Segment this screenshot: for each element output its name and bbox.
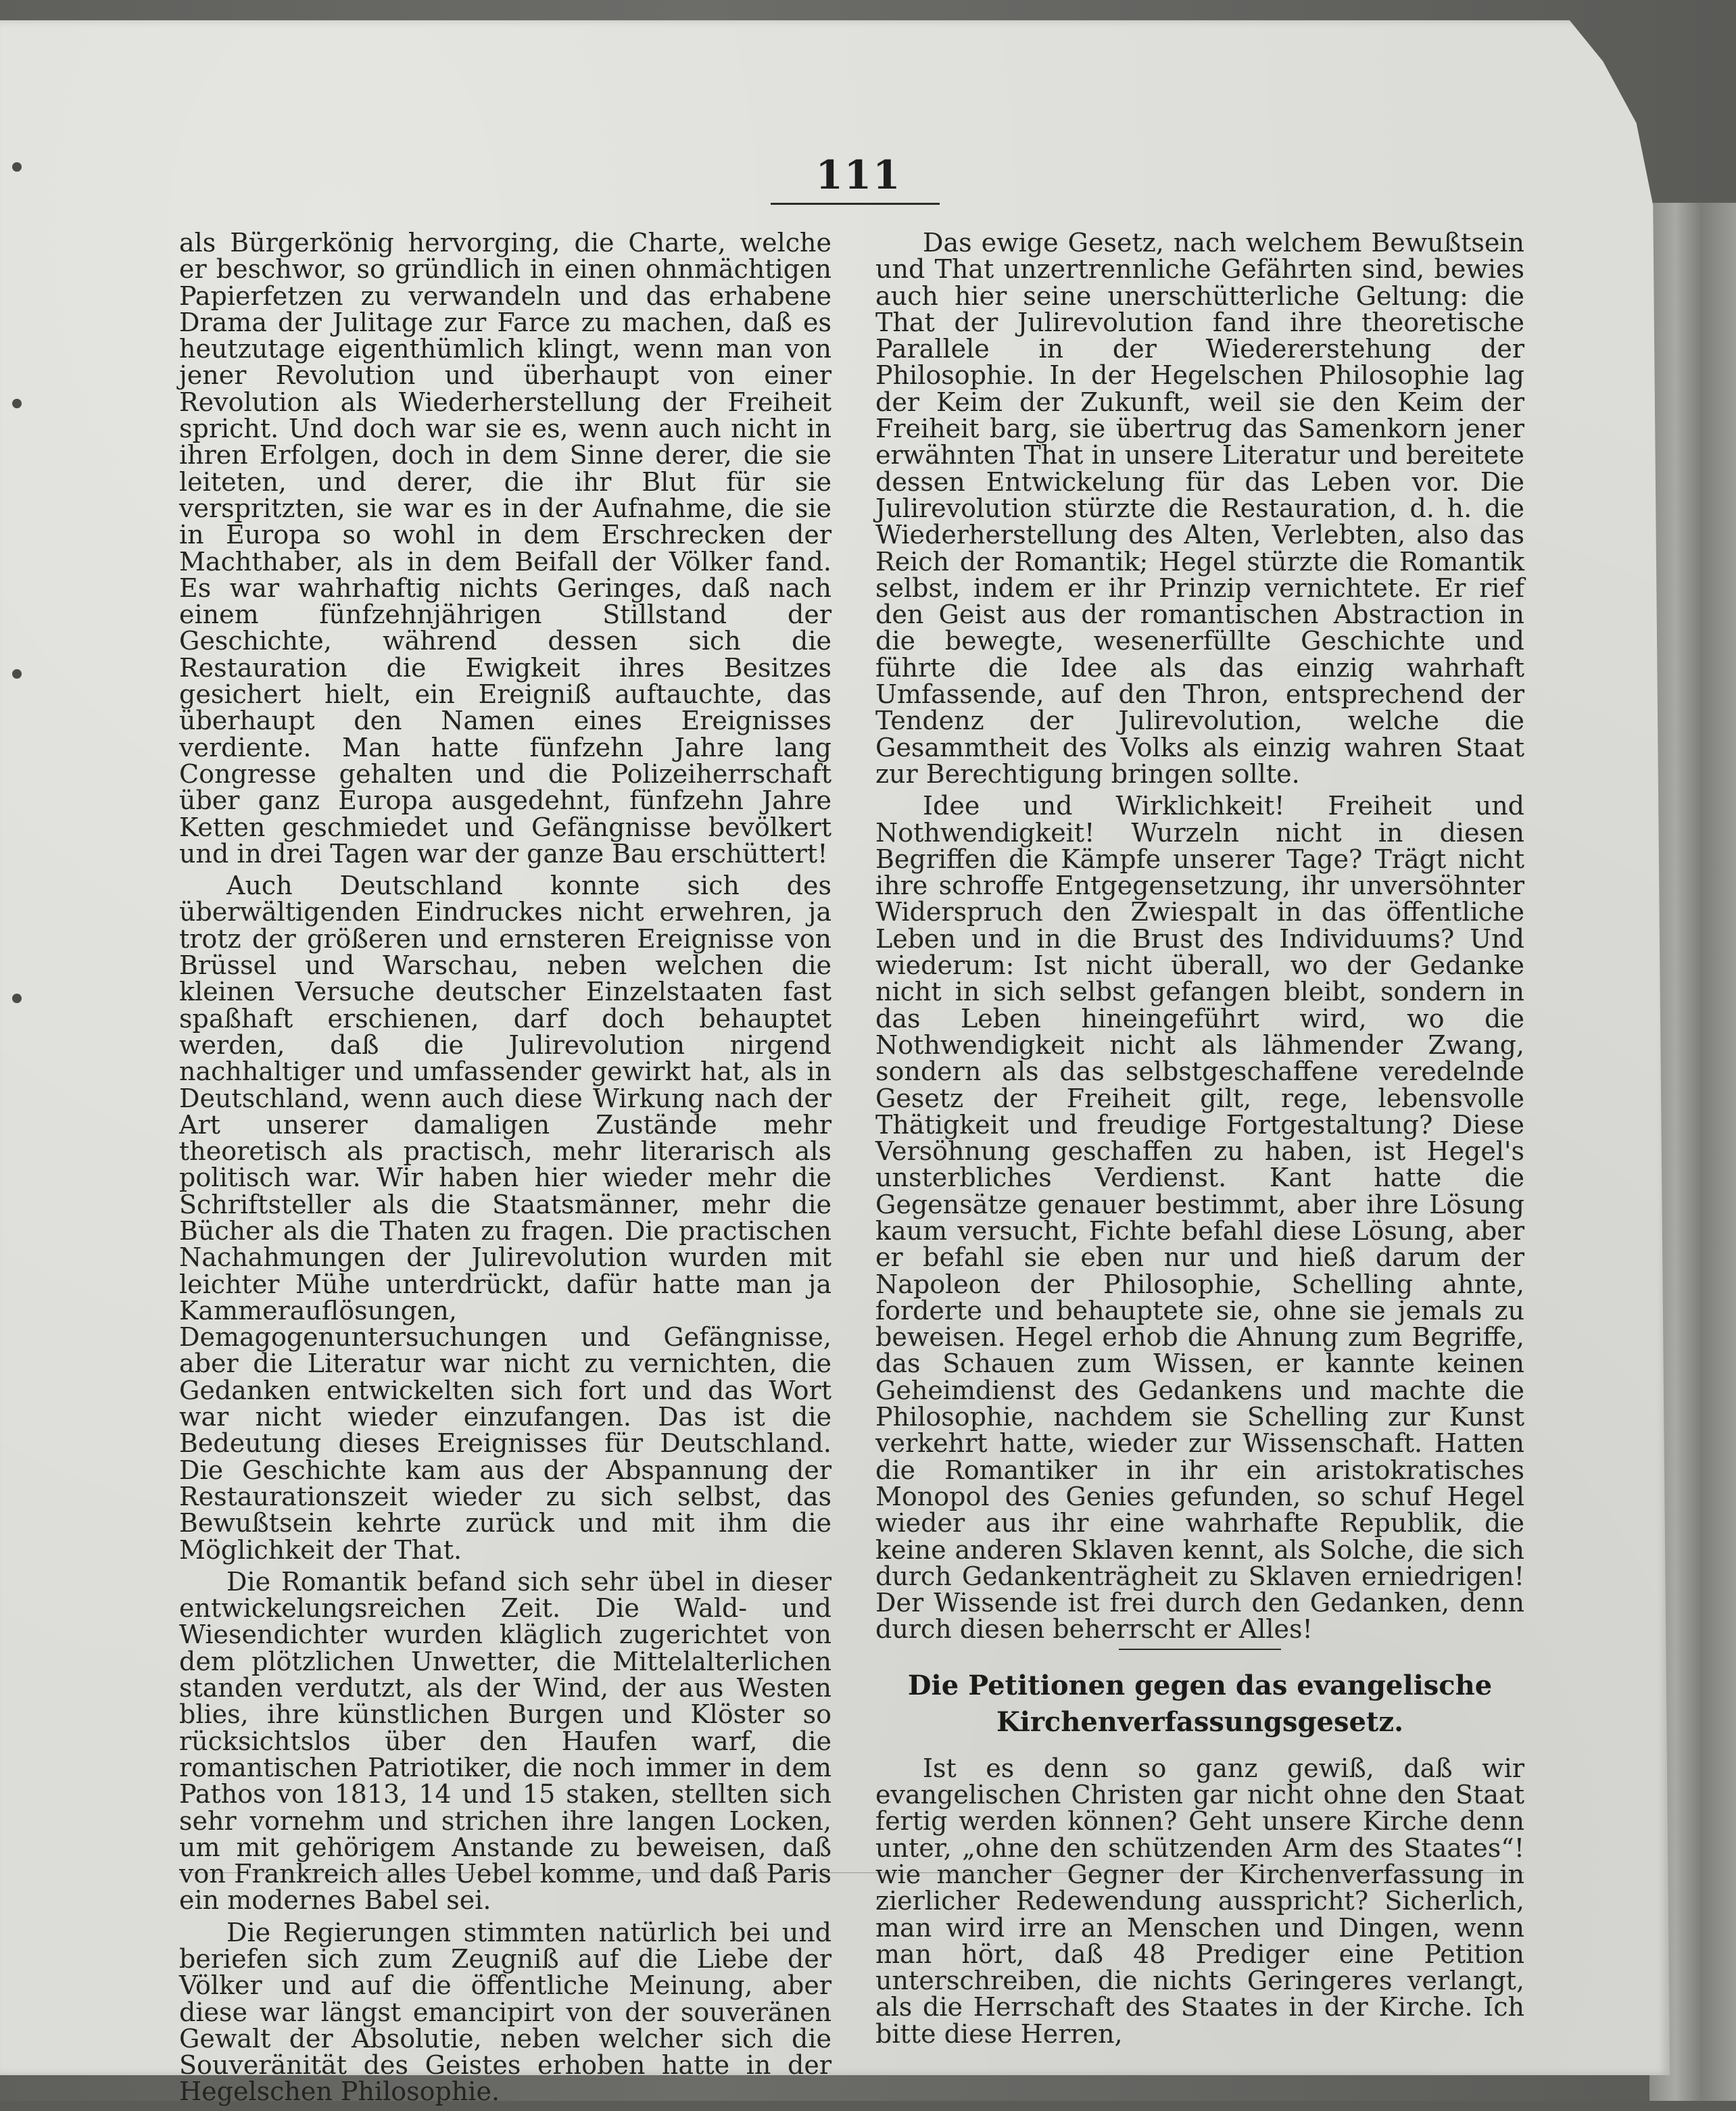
paragraph: als Bürgerkönig hervorging, die Charte, welche er beschwor, so gründlich in einen ohnmächtigen Papierfetzen zu verwandeln und das erhabene Drama der Julitage zur Farce zu machen, daß es heutzutage eigenthümlich klingt, wenn man von jener Revolution und überhaupt von einer Revolution als Wiederherstellung der Freiheit spricht. Und doch war sie es, wenn auch nicht in ihren Erfolgen, doch in dem Sinne derer, die sie leiteten, und derer, die ihr Blut für sie verspritzten, sie war es in der Aufnahme, die sie in Europa so wohl in dem Erschrecken der Machthaber, als in dem Beifall der Völker fand. Es war wahrhaftig nichts Geringes, daß nach einem fünfzehnjährigen Stillstand der Geschichte, während dessen sich die Restauration die Ewigkeit ihres Besitzes gesichert hielt, ein Ereigniß auftauchte, das überhaupt den Namen eines Ereignisses verdiente. Man hatte fünfzehn Jahre lang Congresse gehalten und die Polizeiherrschaft über ganz Europa ausgedehnt, fünfzehn Jahre Ketten geschmiedet und Gefängnisse bevölkert und in drei Tagen war der ganze Bau erschüttert!: [179, 228, 831, 869]
section-divider: [1119, 1649, 1281, 1650]
binding-hole: [12, 994, 22, 1003]
article-title-line: Die Petitionen gegen das evangelische: [907, 1669, 1493, 1701]
paragraph: Auch Deutschland konnte sich des überwältigenden Eindruckes nicht erwehren, ja trotz der größeren und ernsteren Ereignisse von Brüssel und Warschau, neben welchen die kleinen Versuche deutscher Einzelstaaten fast spaßhaft erschienen, darf doch behauptet werden, daß die Julirevolution nirgend nachhaltiger und umfassender gewirkt hat, als in Deutschland, wenn auch diese Wirkung nach der Art unserer damaligen Zustände mehr theoretisch als practisch, mehr literarisch als politisch war. Wir haben hier wieder mehr die Schriftsteller als die Staatsmänner, mehr die Bücher als die Thaten zu fragen. Die practischen Nachahmungen der Julirevolution wurden mit leichter Mühe unterdrückt, dafür hatte man ja Kammerauflösungen, Demagogenuntersuchungen und Gefängnisse, aber die Literatur war nicht zu vernichten, die Gedanken entwickelten sich fort und das Wort war nicht wieder einzufangen. Das ist die Bedeutung dieses Ereignisses für Deutschland. Die Geschichte kam aus der Abspannung der Restaurationszeit wieder zu sich selbst, das Bewußtsein kehrte zurück und mit ihm die Möglichkeit der That.: [179, 871, 831, 1565]
binding-hole: [12, 669, 22, 679]
left-column: [179, 230, 831, 2111]
bottom-rule: [179, 1872, 1524, 1873]
paragraph: Ist es denn so ganz gewiß, daß wir evangelischen Christen gar nicht ohne den Staat fertig werden können? Geht unsere Kirche denn unter, „ohne den schützenden Arm des Staates“! wie mancher Gegner der Kirchenverfassung in zierlicher Redewendung ausspricht? Sicherlich, man wird irre an Menschen und Dingen, wenn man hört, daß 48 Prediger eine Petition unterschreiben, die nichts Geringeres verlangt, als die Herrschaft des Staates in der Kirche. Ich bitte diese Herren,: [875, 1753, 1524, 2049]
right-column: [875, 230, 1524, 2053]
paragraph: Die Regierungen stimmten natürlich bei und beriefen sich zum Zeugniß auf die Liebe der Völker und auf die öffentliche Meinung, aber diese war längst emancipirt von der souveränen Gewalt der Absolutie, neben welcher sich die Souveränität des Geistes erhoben hatte in der Hegelschen Philosophie.: [179, 1917, 831, 2107]
article-title: [875, 1668, 1524, 1741]
paragraph: Die Romantik befand sich sehr übel in dieser entwickelungsreichen Zeit. Die Wald- und Wiesendichter wurden kläglich zugerichtet von dem plötzlichen Unwetter, die Mittelalterlichen standen verdutzt, als der Wind, der aus Westen blies, ihre künstlichen Burgen und Klöster so rücksichtslos über den Haufen warf, die romantischen Patriotiker, die noch immer in dem Pathos von 1813, 14 und 15 staken, stellten sich sehr vornehm und strichen ihre langen Locken, um mit gehörigem Anstande zu beweisen, daß von Frankreich alles Uebel komme, und daß Paris ein modernes Babel sei.: [179, 1566, 831, 1916]
page-number: 111: [815, 152, 902, 198]
binding-hole: [12, 162, 22, 172]
paragraph: Das ewige Gesetz, nach welchem Bewußtsein und That unzertrennliche Gefährten sind, bewies auch hier seine unerschütterliche Geltung: die That der Julirevolution fand ihre theoretische Parallele in der Wiedererstehung der Philosophie. In der Hegelschen Philosophie lag der Keim der Zukunft, weil sie den Keim der Freiheit barg, sie übertrug das Samenkorn jener erwähnten That in unsere Literatur und bereitete dessen Entwickelung für das Leben vor. Die Julirevolution stürzte die Restauration, d. h. die Wiederherstellung des Alten, Verlebten, also das Reich der Romantik; Hegel stürzte die Romantik selbst, indem er ihr Prinzip vernichtete. Er rief den Geist aus der romantischen Abstraction in die bewegte, wesenerfüllte Geschichte und führte die Idee als das einzig wahrhaft Umfassende, auf den Thron, entsprechend der Tendenz der Julirevolution, welche die Gesammtheit des Volks als einzig wahren Staat zur Berechtigung bringen sollte.: [875, 228, 1524, 789]
paragraph: Idee und Wirklichkeit! Freiheit und Nothwendigkeit! Wurzeln nicht in diesen Begriffen die Kämpfe unserer Tage? Trägt nicht ihre schroffe Entgegensetzung, ihr unversöhnter Widerspruch den Zwiespalt in das öffentliche Leben und in die Brust des Individuums? Und wiederum: Ist nicht überall, wo der Gedanke nicht in sich selbst gefangen bleibt, sondern in das Leben hineingeführt wird, wo die Nothwendigkeit nicht als lähmender Zwang, sondern als das selbstgeschaffene veredelnde Gesetz der Freiheit gilt, rege, lebensvolle Thätigkeit und freudige Fortgestaltung? Diese Versöhnung geschaffen zu haben, ist Hegel's unsterbliches Verdienst. Kant hatte die Gegensätze genauer bestimmt, aber ihre Lösung kaum versucht, Fichte befahl diese Lösung, aber er befahl sie eben nur und hieß darum der Napoleon der Philosophie, Schelling ahnte, forderte und behauptete sie, ohne sie jemals zu beweisen. Hegel erhob die Ahnung zum Begriffe, das Schauen zum Wissen, er kannte keinen Geheimdienst des Gedankens und machte die Philosophie, nachdem sie Schelling zur Kunst verkehrt hatte, wieder zur Wissenschaft. Hatten die Romantiker in ihr ein aristokratisches Monopol des Genies gefunden, so schuf Hegel wieder aus ihr eine wahrhafte Republik, die keine anderen Sklaven kennt, als Solche, die sich durch Gedankenträgheit zu Sklaven erniedrigen! Der Wissende ist frei durch den Gedanken, denn durch diesen beherrscht er Alles!: [875, 791, 1524, 1645]
article-title-line: Kirchenverfassungsgesetz.: [996, 1705, 1404, 1738]
binding-hole: [12, 399, 22, 408]
page-number-rule: [771, 203, 940, 205]
